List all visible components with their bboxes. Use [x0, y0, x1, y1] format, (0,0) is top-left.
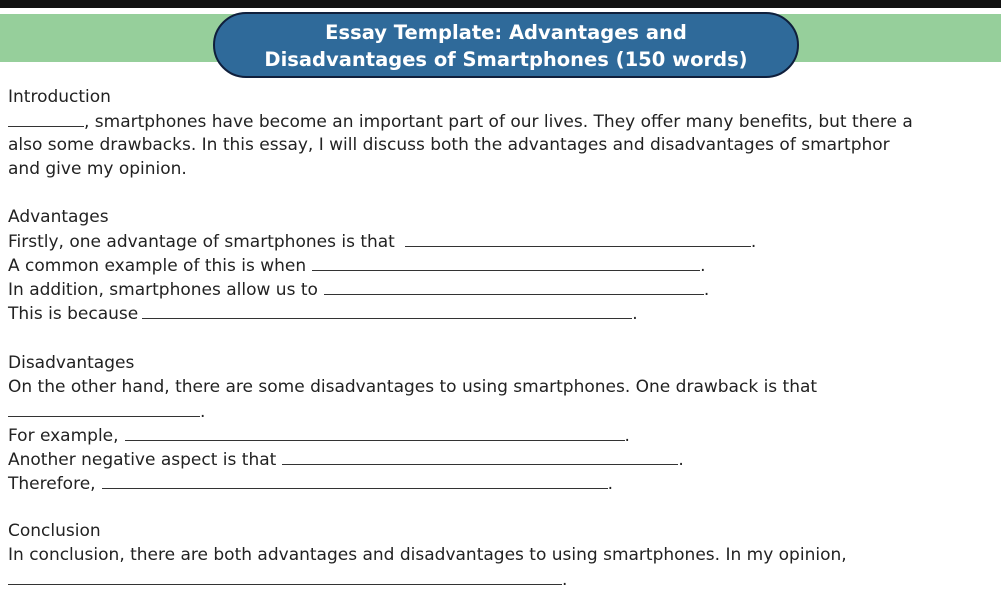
advantage-text-2: A common example of this is when [8, 256, 307, 276]
conclusion-blank[interactable] [8, 568, 562, 585]
advantage-line-2 [8, 254, 706, 277]
intro-blank[interactable] [8, 110, 84, 127]
advantage-text-4: This is because [8, 304, 139, 324]
disadvantage-blank-4[interactable] [102, 472, 608, 489]
disadvantage-blank-1[interactable] [8, 400, 200, 417]
intro-line-1 [8, 110, 913, 133]
disadvantage-blank-2[interactable] [125, 424, 625, 441]
advantage-period-3: . [703, 280, 710, 300]
disadvantage-blank-3[interactable] [282, 448, 678, 465]
advantage-period-4: . [632, 304, 638, 324]
disadvantage-text-4: Another negative aspect is that [8, 450, 277, 470]
title-line-2: Disadvantages of Smartphones (150 words) [264, 48, 748, 71]
advantages-heading: Advantages [8, 207, 109, 227]
disadvantage-period-2: . [624, 426, 630, 446]
disadvantage-line-5 [8, 472, 613, 495]
conclusion-heading: Conclusion [8, 521, 101, 541]
disadvantage-period-1: . [200, 402, 206, 422]
advantage-blank-2[interactable] [312, 254, 700, 271]
disadvantage-period-3: . [678, 450, 684, 470]
conclusion-line-2 [8, 568, 567, 591]
conclusion-line-1: In conclusion, there are both advantages and disadvantages to using smartphones. In my opinion, [8, 545, 847, 565]
intro-line-2: also some drawbacks. In this essay, I will discuss both the advantages and disadvantages of smartphor [8, 135, 890, 155]
disadvantage-text-3: For example, [8, 426, 119, 446]
intro-text-1: , smartphones have become an important part of our lives. They offer many benefits, but there a [84, 112, 913, 132]
disadvantages-heading: Disadvantages [8, 353, 135, 373]
advantage-blank-4[interactable] [142, 302, 632, 319]
disadvantage-line-4 [8, 448, 684, 471]
introduction-heading: Introduction [8, 87, 111, 107]
advantage-line-3 [8, 278, 709, 301]
advantage-text-1: Firstly, one advantage of smartphones is that [8, 232, 395, 252]
disadvantage-line-1: On the other hand, there are some disadvantages to using smartphones. One drawback is that [8, 377, 818, 397]
disadvantage-period-4: . [607, 474, 613, 494]
advantage-text-3: In addition, smartphones allow us to [8, 280, 318, 300]
disadvantage-text-5: Therefore, [8, 474, 96, 494]
advantage-period-2: . [700, 256, 706, 276]
advantage-blank-1[interactable] [405, 230, 751, 247]
disadvantage-line-2 [8, 400, 205, 423]
title-line-1: Essay Template: Advantages and [325, 21, 687, 44]
advantage-line-1 [8, 230, 756, 253]
conclusion-period: . [562, 570, 568, 590]
advantage-line-4 [8, 302, 638, 325]
advantage-blank-3[interactable] [324, 278, 704, 295]
advantage-period-1: . [750, 232, 757, 252]
disadvantage-line-3 [8, 424, 630, 447]
intro-line-3: and give my opinion. [8, 159, 187, 179]
